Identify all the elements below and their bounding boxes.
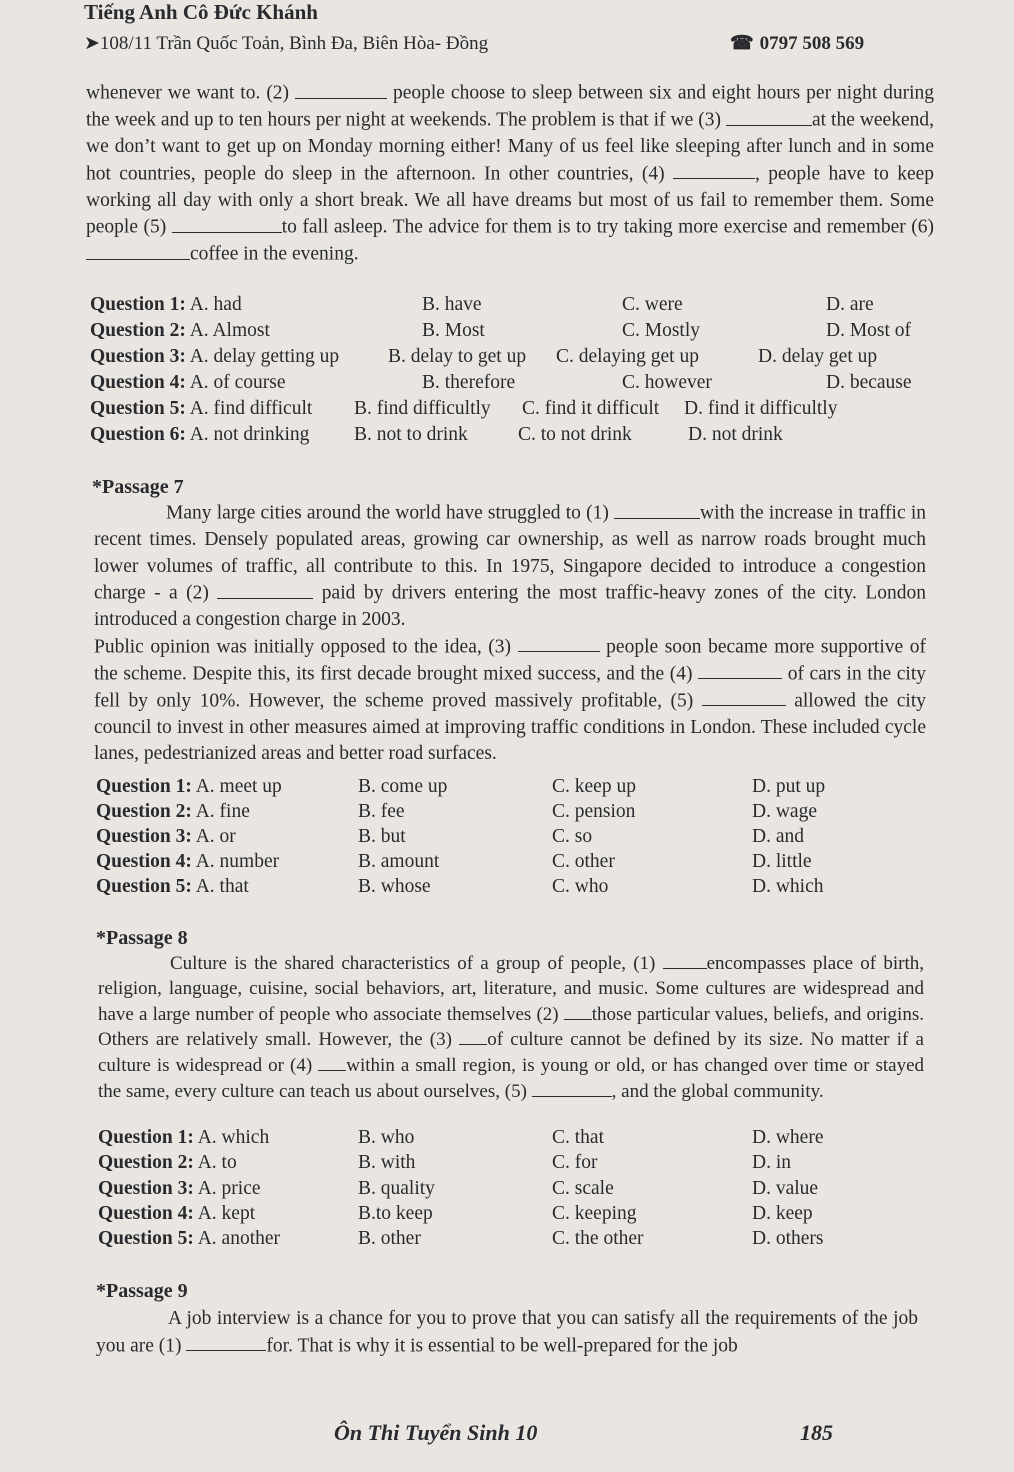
option-a: A. not drinking	[189, 424, 310, 445]
option-c: C. keep up	[552, 776, 636, 797]
p7-text-4: Public opinion was initially opposed to the idea, (3)	[94, 636, 518, 658]
option-d: D. find it difficultly	[684, 398, 838, 419]
header-phone-number: 0797 508 569	[759, 33, 865, 54]
question-label: Question 5:	[90, 398, 186, 419]
p7-question-3	[96, 826, 804, 852]
option-a: A. that	[195, 876, 249, 897]
option-b: B. not to drink	[354, 424, 468, 445]
question-label: Question 5:	[98, 1228, 194, 1249]
p6-question-2	[90, 320, 912, 346]
p7-text-7: allowed the city council to invest in other measures aimed at improving traffic conditions in London. These included cycle lanes, pedestrianized areas and better road surfaces.	[94, 690, 926, 765]
p7-text-5: people soon became more supportive of the scheme. Despite this, its first decade brought mixed success, and the (4)	[94, 636, 926, 685]
p8-question-1	[98, 1127, 824, 1153]
passage-7-text	[94, 500, 926, 768]
page-number: 185	[800, 1420, 833, 1445]
p6-text-3: at the weekend, we don’t want to get up on Monday morning either! Many of us feel like sleeping after lunch and in some hot countries, people do sleep in the afternoon. In other countries, (4)	[86, 109, 934, 185]
blank-3	[726, 107, 812, 126]
blank-2	[564, 1002, 592, 1020]
question-label: Question 1:	[98, 1127, 194, 1148]
p8-text-2: encompasses place of birth, religion, language, cuisine, social behaviors, art, literature, and music. Some cultures are widespread and have a large number of people who associate themselves (2)	[98, 953, 924, 1025]
blank-4	[698, 661, 782, 680]
passage-9-heading: *Passage 9	[96, 1280, 188, 1302]
option-b: B. whose	[358, 876, 431, 897]
p6-text-6: coffee in the evening.	[190, 243, 359, 265]
option-b: B. delay to get up	[388, 346, 527, 367]
option-c: C. Mostly	[622, 320, 701, 341]
option-d: D. in	[752, 1152, 791, 1173]
p7-text-1: Many large cities around the world have struggled to (1)	[166, 502, 615, 524]
option-b: B. fee	[358, 801, 405, 822]
blank-4	[318, 1053, 346, 1071]
p7-question-1	[96, 776, 826, 802]
option-d: D. wage	[752, 801, 817, 822]
header-title: Tiếng Anh Cô Đức Khánh	[84, 0, 318, 24]
option-d: D. and	[752, 826, 804, 847]
blank-1	[663, 951, 707, 969]
header-phone	[730, 32, 864, 55]
question-label: Question 1:	[90, 294, 186, 315]
blank-5	[702, 688, 786, 707]
p8-text-1: Culture is the shared characteristics of a group of people, (1)	[170, 953, 663, 975]
option-b: B. therefore	[422, 372, 516, 393]
blank-6	[86, 241, 190, 260]
option-b: B.to keep	[358, 1203, 433, 1224]
p6-text-2: people choose to sleep between six and eight hours per night during the week and up to ten hours per night at weekends. The problem is that if we (3)	[86, 82, 934, 131]
option-a: A. fine	[195, 801, 250, 822]
question-label: Question 1:	[96, 776, 192, 797]
option-b: B. find difficultly	[354, 398, 491, 419]
p6-text-1: whenever we want to. (2)	[86, 82, 296, 104]
option-c: C. that	[552, 1127, 604, 1148]
option-c: C. however	[622, 372, 712, 393]
p6-question-6	[90, 424, 783, 450]
question-label: Question 4:	[98, 1203, 194, 1224]
p6-question-1	[90, 294, 874, 320]
question-label: Question 2:	[96, 801, 192, 822]
option-a: A. of course	[189, 372, 286, 393]
p8-text-5: within a small region, is young or old, or has changed over time or stayed the same, every culture can teach us about ourselves, (5)	[98, 1055, 924, 1102]
p6-question-3	[90, 346, 878, 372]
blank-2	[295, 80, 387, 99]
option-b: B. with	[358, 1152, 416, 1173]
p7-text-3: paid by drivers entering the most traffic-heavy zones of the city. London introduced a congestion charge in 2003.	[94, 582, 926, 631]
question-label: Question 4:	[96, 851, 192, 872]
option-c: C. to not drink	[518, 424, 632, 445]
p8-text-4: of culture cannot be defined by its size. No matter if a culture is widespread or (4)	[98, 1029, 924, 1077]
option-d: D. not drink	[688, 424, 783, 445]
question-label: Question 5:	[96, 876, 192, 897]
footer-title: Ôn Thi Tuyển Sinh 10	[334, 1420, 538, 1445]
p6-text-5: to fall asleep. The advice for them is to try taking more exercise and remember (6)	[281, 216, 934, 238]
blank-1	[614, 500, 700, 519]
passage-6-text	[86, 80, 934, 268]
question-label: Question 2:	[90, 320, 186, 341]
option-a: A. number	[195, 851, 280, 872]
option-a: A. price	[197, 1178, 261, 1199]
option-d: D. Most of	[826, 320, 912, 341]
option-b: B. who	[358, 1127, 415, 1148]
option-a: A. meet up	[195, 776, 282, 797]
p7-text-6: of cars in the city fell by only 10%. However, the scheme proved massively profitable, (5)	[94, 663, 926, 712]
p6-question-4	[90, 372, 912, 398]
p7-text-2: with the increase in traffic in recent times. Densely populated areas, growing car ownership, as well as narrow roads brought much lower volumes of traffic, all contribute to this. In 1975, Singapore decided to introduce a congestion charge - a (2)	[94, 502, 926, 604]
p7-question-4	[96, 851, 812, 877]
option-a: A. find difficult	[189, 398, 313, 419]
p8-question-5	[98, 1228, 824, 1254]
p7-question-2	[96, 801, 817, 827]
option-a: A. Almost	[189, 320, 270, 341]
p8-text-6: , and the global community.	[611, 1080, 824, 1102]
option-d: D. value	[752, 1178, 819, 1199]
passage-7-heading: *Passage 7	[92, 476, 184, 498]
option-d: D. others	[752, 1228, 824, 1249]
option-c: C. delaying get up	[556, 346, 699, 367]
p6-question-5	[90, 398, 838, 424]
blank-5	[172, 214, 282, 233]
option-d: D. little	[752, 851, 812, 872]
p8-question-3	[98, 1178, 819, 1204]
option-b: B. other	[358, 1228, 421, 1249]
option-b: B. but	[358, 826, 406, 847]
passage-8-text	[98, 951, 924, 1105]
question-label: Question 2:	[98, 1152, 194, 1173]
option-c: C. pension	[552, 801, 636, 822]
option-b: B. come up	[358, 776, 448, 797]
option-c: C. were	[622, 294, 683, 315]
p8-question-2	[98, 1152, 791, 1178]
option-c: C. keeping	[552, 1203, 637, 1224]
option-d: D. are	[826, 294, 874, 315]
p7-question-5	[96, 876, 824, 902]
option-b: B. quality	[358, 1178, 435, 1199]
passage-8-heading: *Passage 8	[96, 927, 188, 949]
question-label: Question 3:	[96, 826, 192, 847]
question-label: Question 4:	[90, 372, 186, 393]
option-c: C. the other	[552, 1228, 644, 1249]
question-label: Question 3:	[98, 1178, 194, 1199]
option-d: D. which	[752, 876, 824, 897]
blank-4	[673, 161, 755, 180]
option-d: D. because	[826, 372, 912, 393]
option-a: A. had	[189, 294, 242, 315]
p6-text-4: , people have to keep working all day with only a short break. We all have dreams but most of us fail to remember them. Some people (5)	[86, 163, 934, 238]
header-address: ➤108/11 Trần Quốc Toản, Bình Đa, Biên Hòa- Đồng	[84, 33, 489, 54]
option-d: D. delay get up	[758, 346, 878, 367]
p8-text-3: those particular values, beliefs, and origins. Others are relatively small. However, the (3)	[98, 1003, 924, 1051]
option-a: A. to	[197, 1152, 237, 1173]
option-a: A. another	[197, 1228, 281, 1249]
option-d: D. keep	[752, 1203, 813, 1224]
option-c: C. for	[552, 1152, 598, 1173]
blank-3	[459, 1027, 487, 1045]
blank-1	[186, 1333, 266, 1352]
option-b: B. Most	[422, 320, 485, 341]
p9-text-1: A job interview is a chance for you to prove that you can satisfy all the requirements of the job you are (1)	[96, 1308, 918, 1357]
blank-3	[518, 634, 600, 653]
option-b: B. amount	[358, 851, 440, 872]
option-c: C. other	[552, 851, 615, 872]
option-d: D. put up	[752, 776, 826, 797]
blank-2	[217, 580, 313, 599]
telephone-icon: ☎	[730, 33, 754, 54]
option-c: C. so	[552, 826, 593, 847]
passage-9-text	[96, 1306, 918, 1360]
option-d: D. where	[752, 1127, 824, 1148]
question-label: Question 3:	[90, 346, 186, 367]
option-a: A. which	[197, 1127, 270, 1148]
option-a: A. or	[195, 826, 236, 847]
p8-question-4	[98, 1203, 813, 1229]
p9-text-2: for. That is why it is essential to be well-prepared for the job	[266, 1335, 738, 1357]
option-a: A. delay getting up	[189, 346, 340, 367]
option-c: C. who	[552, 876, 609, 897]
option-b: B. have	[422, 294, 482, 315]
blank-5	[532, 1079, 612, 1097]
option-c: C. find it difficult	[522, 398, 660, 419]
question-label: Question 6:	[90, 424, 186, 445]
option-c: C. scale	[552, 1178, 614, 1199]
option-a: A. kept	[197, 1203, 256, 1224]
